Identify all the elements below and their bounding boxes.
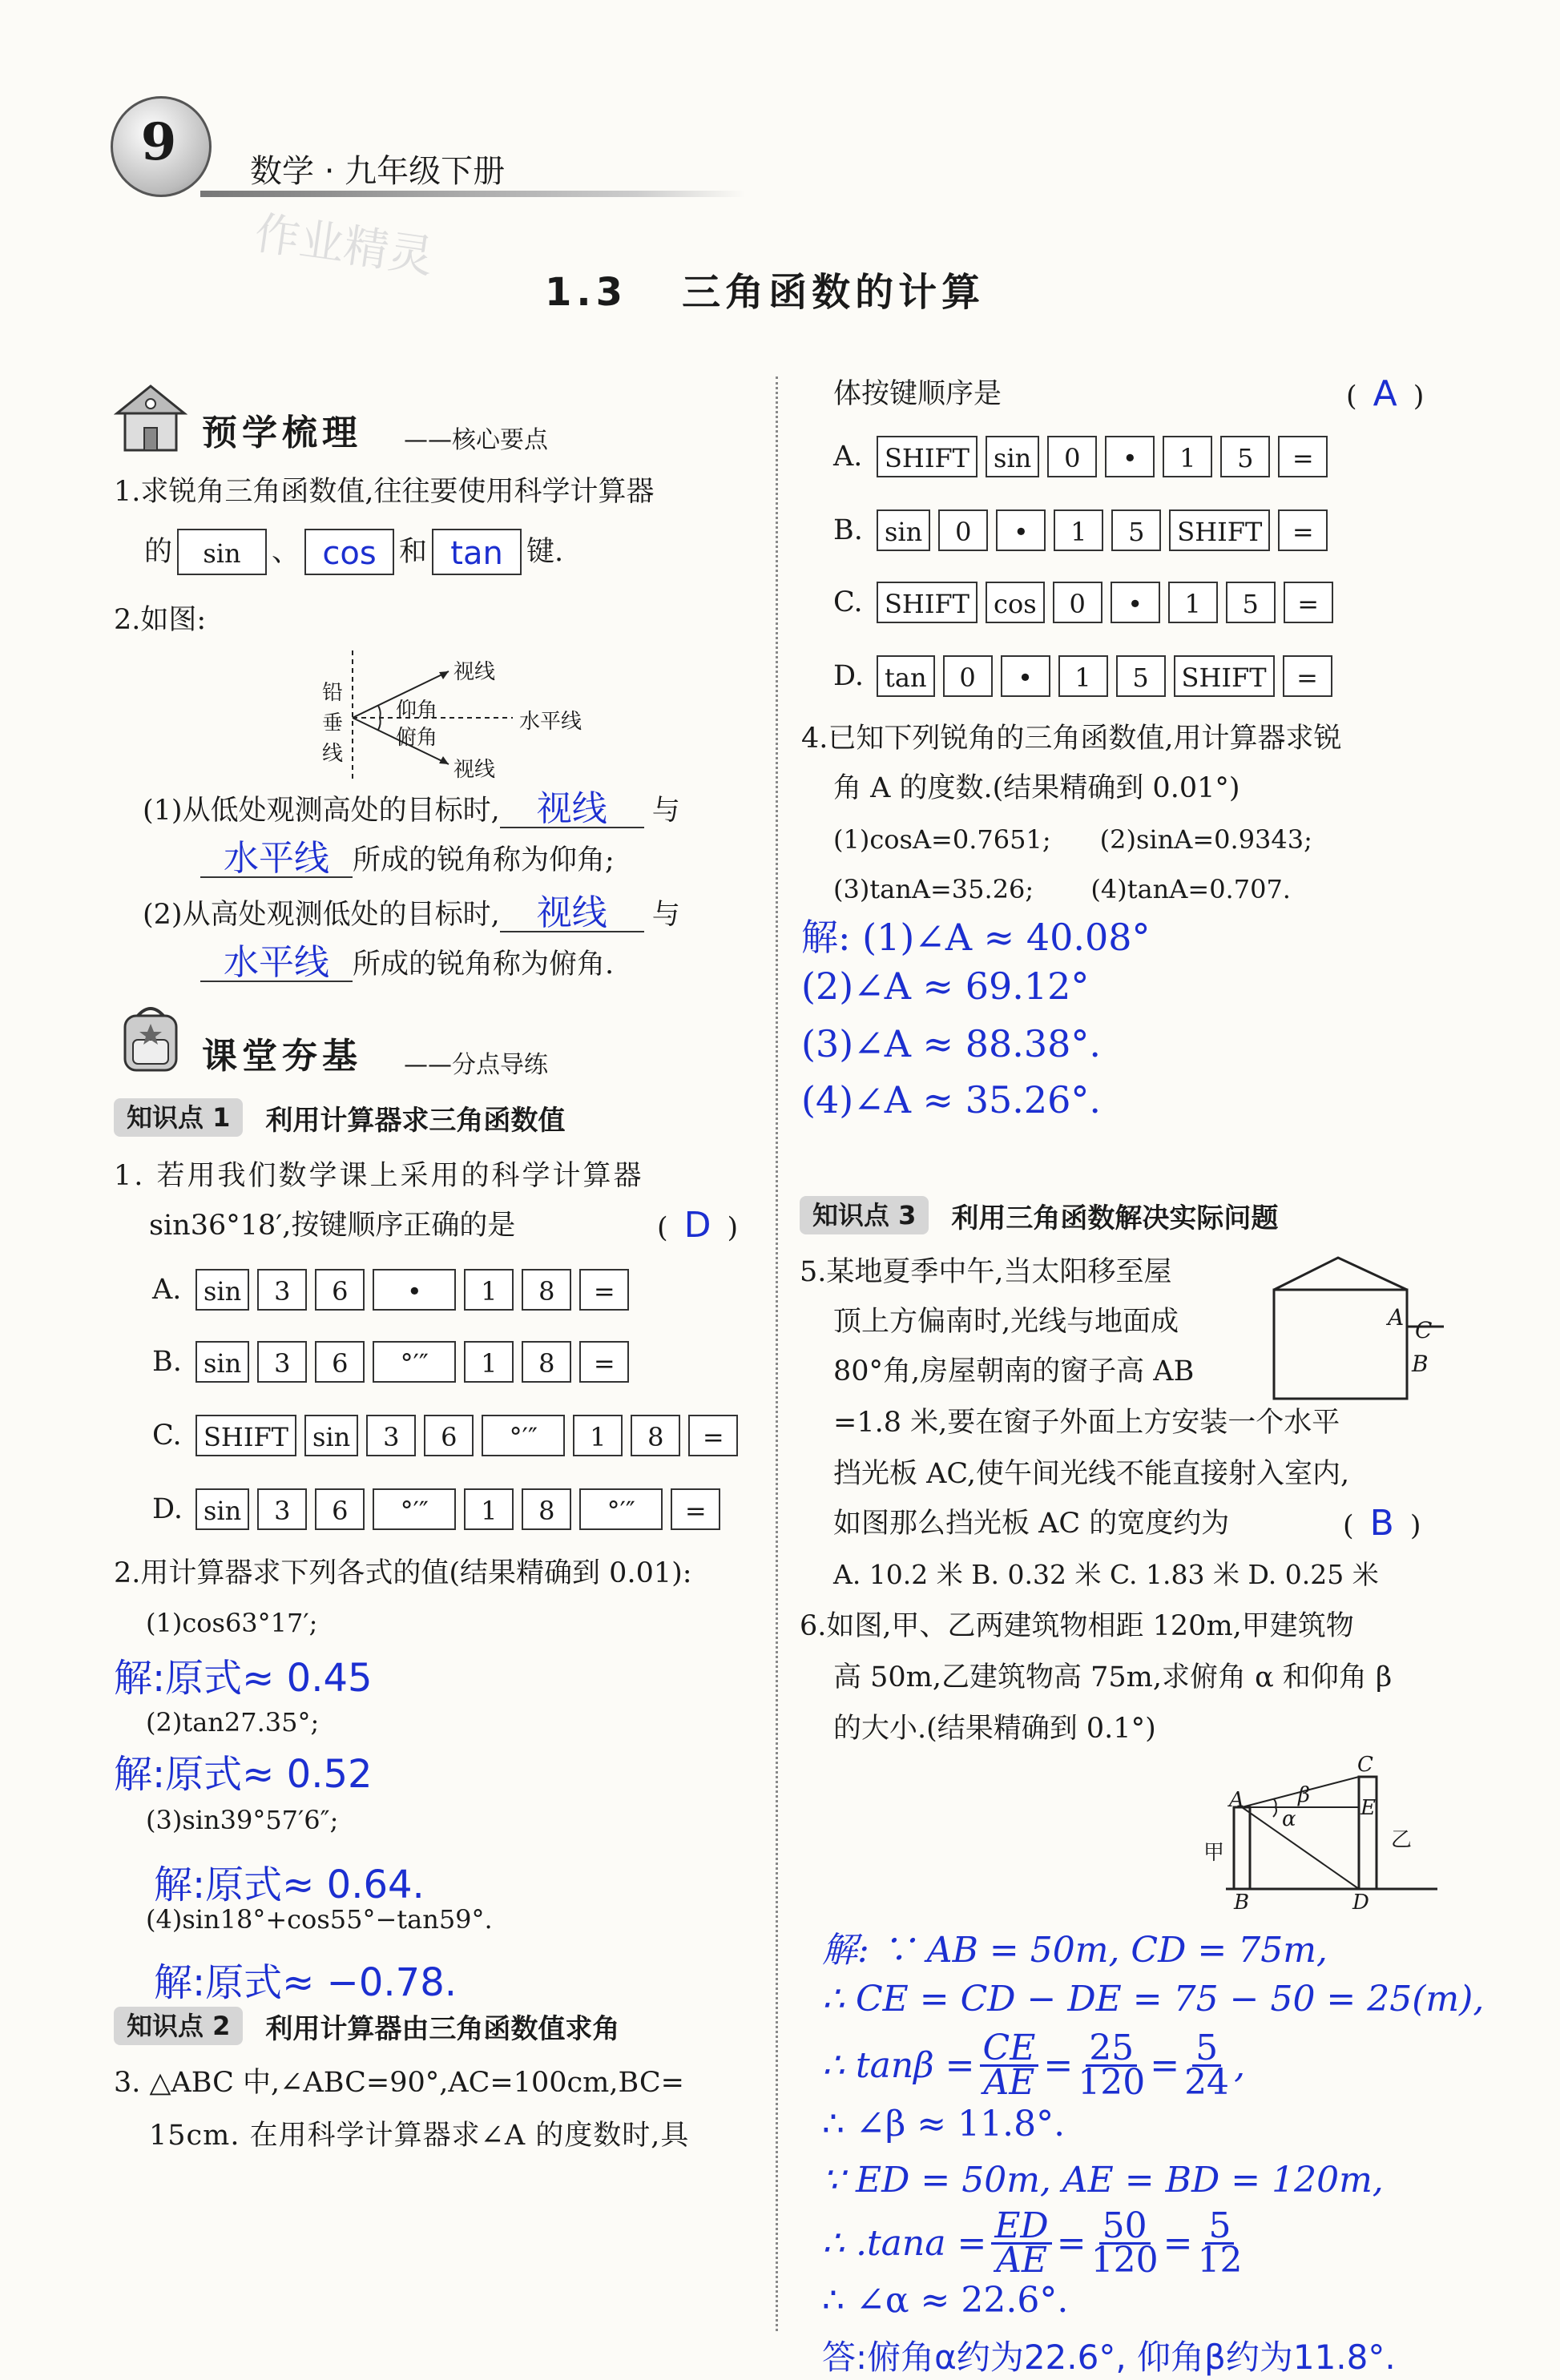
kp2-q3-answer: A bbox=[1373, 373, 1397, 414]
q2-2-answer2: 水平线 bbox=[200, 945, 353, 982]
kp1-q2-answer3: 解:原式≈ 0.64. bbox=[154, 1863, 425, 1907]
kp2-q3-paren bbox=[1346, 373, 1425, 414]
kp1-q1-paren bbox=[657, 1205, 739, 1246]
key-5: 5 bbox=[1111, 509, 1161, 551]
key-dms: °′″ bbox=[579, 1488, 663, 1530]
key-0: 0 bbox=[1053, 582, 1102, 623]
kp3-tag: 知识点 3 bbox=[800, 1196, 929, 1234]
kp3-q5-line1: 5.某地夏季中午,当太阳移至屋 bbox=[800, 1256, 1172, 1288]
key-1: 1 bbox=[464, 1341, 514, 1383]
kp1-title: 利用计算器求三角函数值 bbox=[265, 1104, 566, 1137]
fig5-label-a: A bbox=[1388, 1304, 1405, 1331]
kp2-header bbox=[114, 2007, 619, 2044]
key-8: 8 bbox=[631, 1415, 680, 1456]
key-equals: = bbox=[1278, 436, 1328, 477]
kp2-q3-line2: 15cm. 在用科学计算器求∠A 的度数时,具 bbox=[149, 2120, 690, 2152]
fig5-label-b: B bbox=[1412, 1351, 1429, 1377]
fig-vertical-3: 线 bbox=[322, 742, 344, 766]
key-equals: = bbox=[1283, 655, 1332, 697]
key-tan: tan bbox=[877, 655, 935, 697]
q1-sep1: 、 bbox=[272, 536, 300, 568]
kp1-q2-expr4: (4)sin18°+cos55°−tan59°. bbox=[146, 1904, 493, 1935]
option-label: C. bbox=[833, 586, 863, 618]
kp1-option-b bbox=[152, 1338, 637, 1386]
kp1-q2-expr3: (3)sin39°57′6″; bbox=[146, 1805, 339, 1835]
key-1: 1 bbox=[1163, 436, 1212, 477]
q2-1-line2 bbox=[200, 838, 615, 879]
kp2-option-d bbox=[833, 652, 1340, 700]
key-0: 0 bbox=[943, 655, 993, 697]
key-8: 8 bbox=[522, 1341, 571, 1383]
l6-prefix: ∴ .tana = bbox=[822, 2222, 987, 2264]
frac-num: 50 bbox=[1099, 2210, 1151, 2245]
kp1-q2-answer4: 解:原式≈ −0.78. bbox=[154, 1960, 458, 2005]
kp2-title: 利用计算器由三角函数值求角 bbox=[265, 2012, 620, 2045]
key-sin: sin bbox=[877, 509, 930, 551]
paren-open: ( bbox=[1343, 1510, 1354, 1542]
kp3-q5-line6: 如图那么挡光板 AC 的宽度约为 bbox=[833, 1508, 1230, 1540]
kp1-q1-paren-open: ( bbox=[657, 1212, 668, 1244]
kp3-q5-line4: =1.8 米,要在窗子外面上方安装一个水平 bbox=[833, 1407, 1340, 1439]
kp3-q5-options: A. 10.2 米 B. 0.32 米 C. 1.83 米 D. 0.25 米 bbox=[833, 1559, 1379, 1590]
kp3-q5-line5: 挡光板 AC,使午间光线不能直接射入室内, bbox=[833, 1458, 1350, 1490]
q2-2-suffix1: 与 bbox=[651, 899, 680, 931]
kp2-q4-line1: 4.已知下列锐角的三角函数值,用计算器求锐 bbox=[801, 723, 1342, 755]
kp1-tag: 知识点 1 bbox=[114, 1098, 243, 1137]
kp3-title: 利用三角函数解决实际问题 bbox=[951, 1202, 1279, 1234]
kp2-q4-line2: 角 A 的度数.(结果精确到 0.01°) bbox=[833, 772, 1240, 804]
equals-sign: = bbox=[1150, 2044, 1180, 2086]
kp2-q3-line3: 体按键顺序是 bbox=[833, 378, 1002, 410]
kp3-q6-line2: 高 50m,乙建筑物高 75m,求俯角 α 和仰角 β bbox=[833, 1661, 1393, 1693]
option-label: D. bbox=[833, 660, 864, 692]
answer-tan: tan bbox=[432, 529, 522, 575]
key-shift: SHIFT bbox=[877, 582, 978, 623]
fig6-label-e: E bbox=[1360, 1796, 1376, 1820]
q6-solution-l6 bbox=[822, 2205, 1247, 2281]
key-6: 6 bbox=[315, 1341, 365, 1383]
key-sin: sin bbox=[196, 1488, 249, 1530]
key-dot: • bbox=[996, 509, 1046, 551]
q6-solution-l2: ∴ CE = CD − DE = 75 − 50 = 25(m), bbox=[822, 1979, 1485, 2020]
equals-sign: = bbox=[1043, 2044, 1074, 2086]
option-label: C. bbox=[152, 1420, 182, 1452]
frac-den: 24 bbox=[1184, 2061, 1230, 2103]
key-equals: = bbox=[1284, 582, 1333, 623]
page-number: 9 bbox=[140, 112, 177, 172]
fig-sight-up: 视线 bbox=[453, 660, 496, 684]
fig6-label-jia: 甲 bbox=[1203, 1841, 1225, 1865]
key-sin: sin bbox=[986, 436, 1039, 477]
kp3-q5-line3: 80°角,房屋朝南的窗子高 AB bbox=[833, 1355, 1195, 1387]
fig6-label-yi: 乙 bbox=[1391, 1828, 1413, 1852]
frac-num: 25 bbox=[1086, 2032, 1137, 2067]
key-equals: = bbox=[1278, 509, 1328, 551]
house-icon bbox=[114, 383, 187, 453]
key-6: 6 bbox=[315, 1269, 365, 1311]
key-sin: sin bbox=[304, 1415, 358, 1456]
l3-prefix: ∴ tanβ = bbox=[822, 2044, 975, 2086]
kp2-option-b bbox=[833, 506, 1336, 554]
paren-open: ( bbox=[1346, 381, 1357, 413]
kp3-header bbox=[800, 1197, 1278, 1234]
frac-ed-ae bbox=[991, 2205, 1051, 2281]
fig-sight-down: 视线 bbox=[453, 758, 496, 782]
key-5: 5 bbox=[1116, 655, 1166, 697]
key-5: 5 bbox=[1226, 582, 1276, 623]
q2-text: 2.如图: bbox=[114, 604, 207, 636]
kp2-option-c bbox=[833, 578, 1341, 626]
key-dot: • bbox=[1111, 582, 1160, 623]
frac-ce-ae bbox=[980, 2027, 1039, 2103]
key-1: 1 bbox=[464, 1269, 514, 1311]
kp1-q1-paren-close: ) bbox=[727, 1212, 739, 1244]
section-subtitle-preview: ——核心要点 bbox=[404, 426, 548, 454]
elevation-depression-figure bbox=[312, 647, 609, 783]
frac-25-120 bbox=[1078, 2027, 1146, 2103]
q6-solution-l8: 答:俯角α约为22.6°, 仰角β约为11.8°. bbox=[822, 2338, 1396, 2377]
key-1: 1 bbox=[464, 1488, 514, 1530]
kp1-header bbox=[114, 1099, 565, 1136]
frac-num: 5 bbox=[1205, 2210, 1234, 2245]
key-8: 8 bbox=[522, 1269, 571, 1311]
q6-solution-l4: ∴ ∠β ≈ 11.8°. bbox=[822, 2104, 1066, 2144]
key-6: 6 bbox=[315, 1488, 365, 1530]
house-window-figure bbox=[1258, 1250, 1458, 1402]
kp1-option-d bbox=[152, 1485, 728, 1533]
kp2-q4-answer1: 解: (1)∠A ≈ 40.08° bbox=[801, 916, 1151, 959]
fig-elevation: 仰角 bbox=[396, 699, 438, 723]
equals-sign: = bbox=[1056, 2222, 1086, 2264]
kp2-q4-answer3: (3)∠A ≈ 88.38°. bbox=[801, 1022, 1102, 1065]
fig6-label-d: D bbox=[1352, 1891, 1369, 1915]
key-dot: • bbox=[1105, 436, 1155, 477]
q2-1-line1 bbox=[143, 788, 680, 829]
q2-2-answer1: 视线 bbox=[500, 896, 644, 932]
kp1-q2-answer1: 解:原式≈ 0.45 bbox=[114, 1656, 373, 1701]
fig-horizontal: 水平线 bbox=[519, 710, 582, 734]
frac-den: 120 bbox=[1090, 2239, 1159, 2281]
watermark: 作业精灵 bbox=[251, 207, 437, 284]
paren-close: ) bbox=[1409, 1510, 1421, 1542]
key-equals: = bbox=[688, 1415, 738, 1456]
option-label: A. bbox=[152, 1274, 182, 1306]
kp1-q2-answer2: 解:原式≈ 0.52 bbox=[114, 1752, 373, 1797]
frac-num: ED bbox=[991, 2210, 1051, 2245]
buildings-figure bbox=[1194, 1753, 1450, 1915]
q6-solution-l3 bbox=[822, 2027, 1245, 2104]
key-dms: °′″ bbox=[373, 1341, 456, 1383]
fig6-label-b: B bbox=[1234, 1891, 1250, 1915]
kp2-option-a bbox=[833, 433, 1336, 481]
kp3-q5-line2: 顶上方偏南时,光线与地面成 bbox=[833, 1306, 1179, 1338]
key-0: 0 bbox=[938, 509, 988, 551]
key-3: 3 bbox=[366, 1415, 416, 1456]
kp2-q4-line3: (1)cosA=0.7651; (2)sinA=0.9343; bbox=[833, 824, 1312, 855]
key-0: 0 bbox=[1047, 436, 1097, 477]
q1-text: 1.求锐角三角函数值,往往要使用科学计算器 bbox=[114, 476, 655, 508]
key-dms: °′″ bbox=[482, 1415, 565, 1456]
key-1: 1 bbox=[1054, 509, 1103, 551]
key-sin: sin bbox=[196, 1341, 249, 1383]
key-dot: • bbox=[1001, 655, 1050, 697]
section-title-preview: 预学梳理 bbox=[202, 413, 362, 453]
key-3: 3 bbox=[257, 1269, 307, 1311]
q2-1-suffix1: 与 bbox=[651, 795, 680, 827]
kp1-q1-line1: 1. 若用我们数学课上采用的科学计算器 bbox=[114, 1160, 644, 1192]
fig-vertical-1: 铅 bbox=[322, 681, 344, 705]
kp3-q6-line3: 的大小.(结果精确到 0.1°) bbox=[833, 1713, 1156, 1745]
equals-sign: = bbox=[1163, 2222, 1193, 2264]
frac-5-12 bbox=[1197, 2205, 1243, 2281]
key-sin: sin bbox=[196, 1269, 249, 1311]
option-label: A. bbox=[833, 441, 863, 473]
q2-2-suffix2: 所成的锐角称为俯角. bbox=[353, 948, 615, 981]
q2-1-answer1: 视线 bbox=[500, 791, 644, 828]
key-dot: • bbox=[373, 1269, 456, 1311]
key-shift: SHIFT bbox=[1174, 655, 1275, 697]
key-1: 1 bbox=[1058, 655, 1108, 697]
fig6-label-c: C bbox=[1357, 1753, 1373, 1777]
frac-num: 5 bbox=[1192, 2032, 1221, 2067]
section-subtitle-class: ——分点导练 bbox=[404, 1051, 548, 1079]
fig6-label-beta: β bbox=[1298, 1783, 1311, 1807]
q2-1-text: (1)从低处观测高处的目标时, bbox=[143, 795, 500, 827]
kp3-q5-paren bbox=[1343, 1503, 1421, 1544]
comma: , bbox=[1234, 2044, 1246, 2086]
section-title-class: 课堂夯基 bbox=[202, 1036, 362, 1077]
fig5-label-c: C bbox=[1415, 1317, 1433, 1343]
q2-2-line1 bbox=[143, 892, 680, 933]
key-3: 3 bbox=[257, 1488, 307, 1530]
backpack-icon bbox=[114, 1000, 187, 1073]
key-8: 8 bbox=[522, 1488, 571, 1530]
frac-den: AE bbox=[996, 2239, 1047, 2281]
kp2-tag: 知识点 2 bbox=[114, 2007, 243, 2045]
key-sin: sin bbox=[177, 529, 267, 575]
key-shift: SHIFT bbox=[1169, 509, 1270, 551]
kp2-q4-answer4: (4)∠A ≈ 35.26°. bbox=[801, 1078, 1102, 1122]
key-equals: = bbox=[579, 1341, 629, 1383]
frac-den: 120 bbox=[1078, 2061, 1146, 2103]
kp1-q2-text: 2.用计算器求下列各式的值(结果精确到 0.01): bbox=[114, 1557, 692, 1589]
option-label: D. bbox=[152, 1493, 183, 1525]
key-equals: = bbox=[579, 1269, 629, 1311]
q6-solution-l7: ∴ ∠α ≈ 22.6°. bbox=[822, 2280, 1069, 2321]
kp3-q6-line1: 6.如图,甲、乙两建筑物相距 120m,甲建筑物 bbox=[800, 1610, 1354, 1642]
option-label: B. bbox=[833, 514, 863, 546]
key-shift: SHIFT bbox=[196, 1415, 296, 1456]
q2-2-text: (2)从高处观测低处的目标时, bbox=[143, 899, 500, 931]
key-cos: cos bbox=[986, 582, 1045, 623]
frac-den: AE bbox=[983, 2061, 1035, 2103]
answer-cos: cos bbox=[304, 529, 394, 575]
kp1-q1-line2: sin36°18′,按键顺序正确的是 bbox=[149, 1210, 516, 1242]
kp2-q4-answer2: (2)∠A ≈ 69.12° bbox=[801, 964, 1090, 1008]
kp3-q5-answer: B bbox=[1369, 1503, 1394, 1544]
q2-1-answer2: 水平线 bbox=[200, 841, 353, 878]
kp1-option-a bbox=[152, 1266, 637, 1314]
key-dms: °′″ bbox=[373, 1488, 456, 1530]
kp1-q2-expr1: (1)cos63°17′; bbox=[146, 1608, 318, 1638]
lesson-title: 1.3 三角函数的计算 bbox=[545, 270, 986, 315]
frac-50-120 bbox=[1090, 2205, 1159, 2281]
header-rule bbox=[200, 191, 745, 197]
kp2-q4-line4: (3)tanA=35.26; (4)tanA=0.707. bbox=[833, 874, 1291, 904]
fig-depression: 俯角 bbox=[396, 726, 438, 750]
key-6: 6 bbox=[424, 1415, 474, 1456]
q1-suffix: 键. bbox=[526, 536, 564, 568]
key-1: 1 bbox=[1168, 582, 1218, 623]
q6-solution-l1: 解: ∵ AB = 50m, CD = 75m, bbox=[822, 1930, 1328, 1971]
key-shift: SHIFT bbox=[877, 436, 978, 477]
frac-den: 12 bbox=[1197, 2239, 1243, 2281]
key-equals: = bbox=[671, 1488, 720, 1530]
option-label: B. bbox=[152, 1346, 182, 1378]
kp1-q1-answer: D bbox=[683, 1205, 711, 1246]
key-3: 3 bbox=[257, 1341, 307, 1383]
fig-vertical-2: 垂 bbox=[322, 711, 344, 735]
fig6-label-alpha: α bbox=[1282, 1807, 1296, 1831]
column-divider bbox=[776, 377, 778, 2331]
q1-sep2: 和 bbox=[399, 536, 428, 568]
q1-prefix: 的 bbox=[144, 536, 173, 568]
fig6-label-a: A bbox=[1229, 1788, 1244, 1812]
kp2-q3-line1: 3. △ABC 中,∠ABC=90°,AC=100cm,BC= bbox=[114, 2067, 684, 2099]
paren-close: ) bbox=[1413, 381, 1425, 413]
key-5: 5 bbox=[1220, 436, 1270, 477]
q1-line2 bbox=[144, 526, 563, 578]
key-1: 1 bbox=[573, 1415, 623, 1456]
q6-solution-l5: ∵ ED = 50m, AE = BD = 120m, bbox=[822, 2160, 1384, 2201]
q2-1-suffix2: 所成的锐角称为仰角; bbox=[353, 844, 615, 876]
header-subject: 数学 · 九年级下册 bbox=[250, 153, 506, 190]
q2-2-line2 bbox=[200, 942, 615, 983]
kp1-q2-expr2: (2)tan27.35°; bbox=[146, 1707, 320, 1738]
frac-5-24 bbox=[1184, 2027, 1230, 2103]
kp1-option-c bbox=[152, 1411, 746, 1460]
frac-num: CE bbox=[980, 2032, 1039, 2067]
